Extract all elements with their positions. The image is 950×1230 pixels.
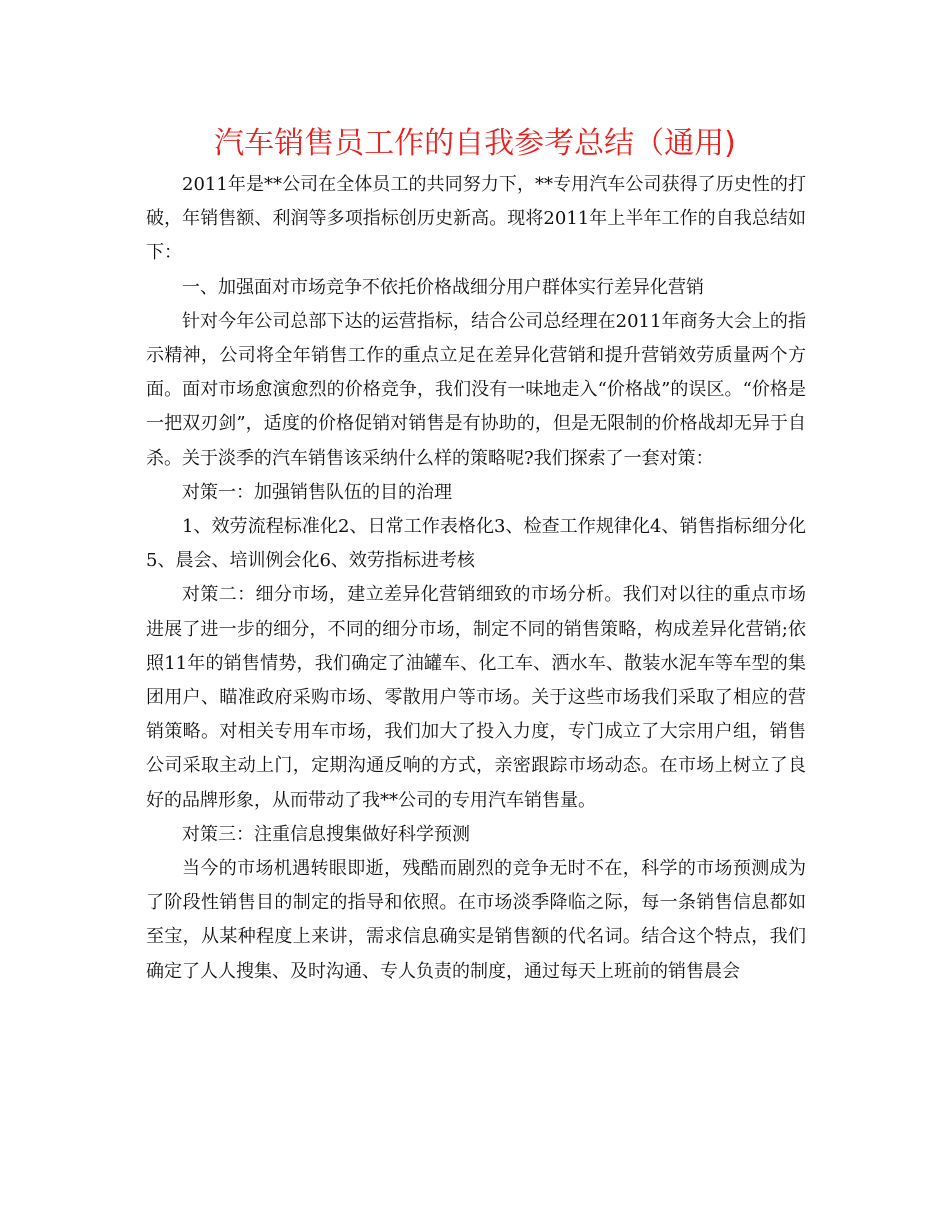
paragraph-strategy: 针对今年公司总部下达的运营指标，结合公司总经理在2011年商务大会上的指示精神，公司将全年销售工作的重点立足在差异化营销和提升营销效劳质量两个方面。面对市场愈演愈烈的价格竞争，我们没有一味地走入“价格战”的误区。“价格是一把双刃剑”，适度的价格促销对销售是有协助的，但是无限制的价格战却无异于自杀。关于淡季的汽车销售该采纳什么样的策略呢?我们探索了一套对策： xyxy=(146,310,806,469)
paragraph-measure-3: 当今的市场机遇转眼即逝，残酷而剧烈的竞争无时不在，科学的市场预测成为了阶段性销售目的制定的指导和依照。在市场淡季降临之际，每一条销售信息都如至宝，从某种程度上来讲，需求信息确实是销售额的代名词。结合这个特点，我们确定了人人搜集、及时沟通、专人负责的制度，通过每天上班前的销售晨会 xyxy=(146,858,806,982)
document-body xyxy=(146,168,806,989)
paragraph-intro: 2011年是**公司在全体员工的共同努力下，**专用汽车公司获得了历史性的打破，年销售额、利润等多项指标创历史新高。现将2011年上半年工作的自我总结如下： xyxy=(146,174,806,264)
subheading-measure-1: 对策一：加强销售队伍的目的治理 xyxy=(182,481,452,503)
paragraph-measure-2: 对策二：细分市场，建立差异化营销细致的市场分析。我们对以往的重点市场进展了进一步的细分，不同的细分市场，制定不同的销售策略，构成差异化营销;依照11年的销售情势，我们确定了油罐车、化工车、洒水车、散装水泥车等车型的集团用户、瞄准政府采购市场、零散用户等市场。关于这些市场我们采取了相应的营销策略。对相关专用车市场，我们加大了投入力度，专门成立了大宗用户组，销售公司采取主动上门，定期沟通反响的方式，亲密跟踪市场动态。在市场上树立了良好的品牌形象，从而带动了我**公司的专用汽车销售量。 xyxy=(146,584,806,811)
document-title: 汽车销售员工作的自我参考总结（通用) xyxy=(214,126,736,161)
section-heading-1: 一、加强面对市场竞争不依托价格战细分用户群体实行差异化营销 xyxy=(182,276,704,298)
paragraph-measure-1: 1、效劳流程标准化2、日常工作表格化3、检查工作规律化4、销售指标细分化5、晨会、培训例会化6、效劳指标进考核 xyxy=(146,516,806,572)
subheading-measure-3: 对策三：注重信息搜集做好科学预测 xyxy=(182,823,470,845)
